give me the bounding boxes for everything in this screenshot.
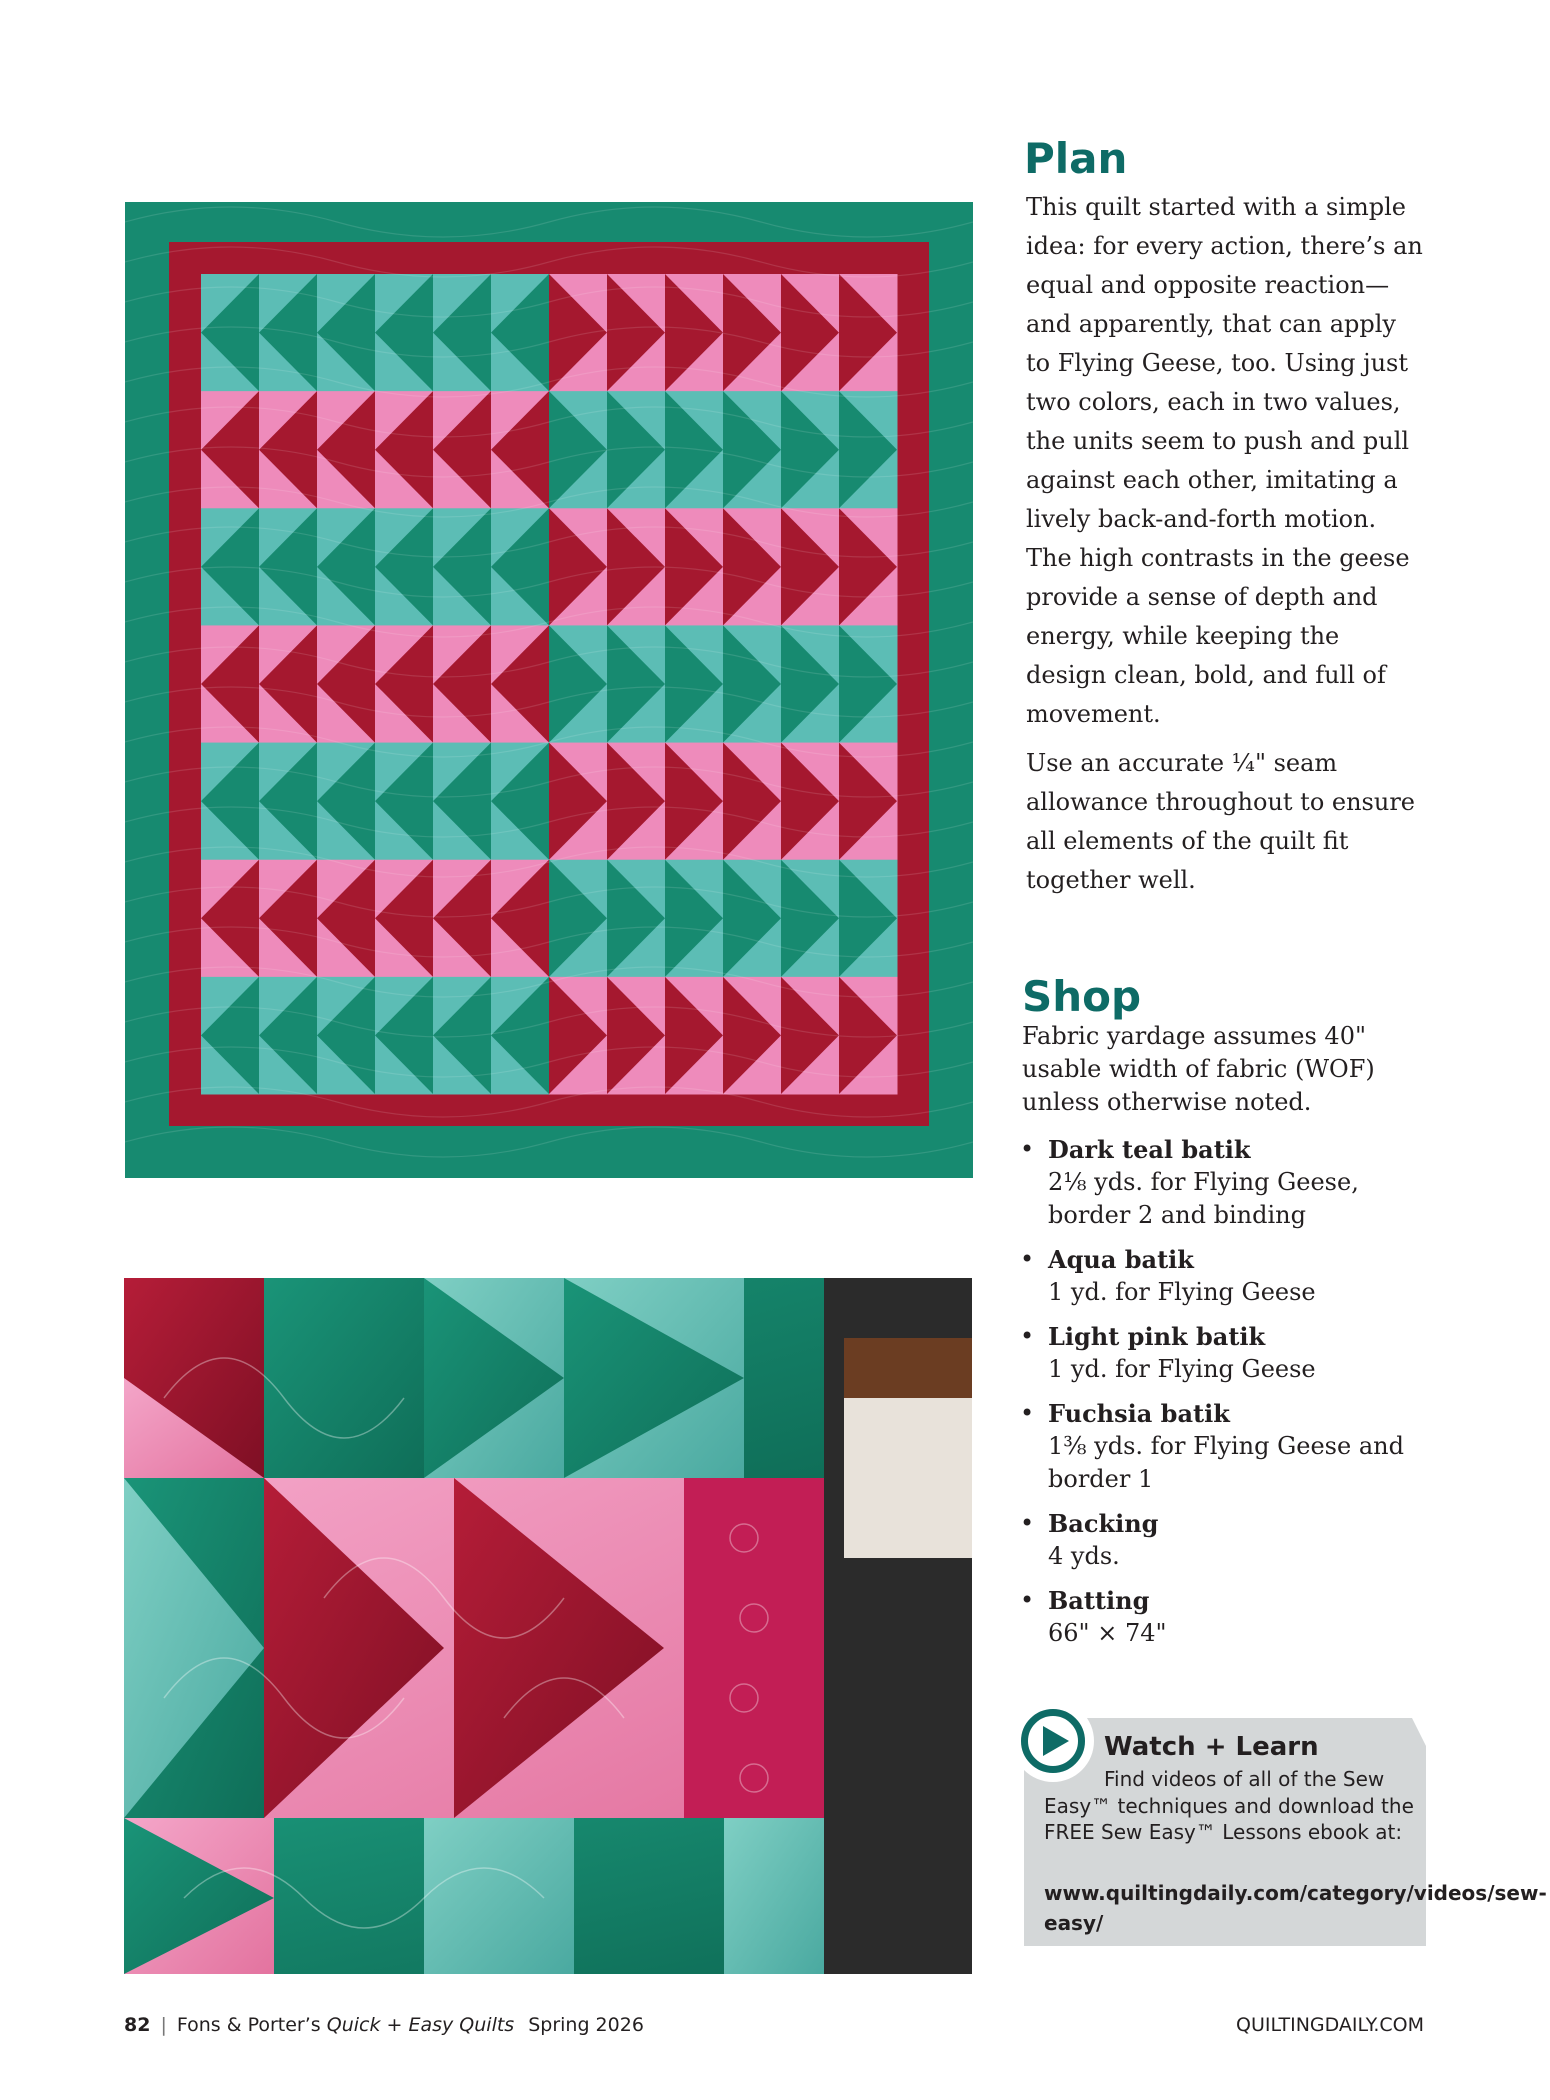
- shop-item-desc: 1 yd. for Flying Geese: [1048, 1278, 1316, 1306]
- shop-item-desc: 66" × 74": [1048, 1619, 1167, 1647]
- shop-intro: Fabric yardage assumes 40" usable width of fabric (WOF) unless otherwise noted.: [1022, 1022, 1375, 1116]
- plan-paragraph-2: Use an accurate ¼" seam allowance throughout to ensure all elements of the quilt fit together well.: [1026, 749, 1416, 894]
- footer: [124, 2014, 644, 2036]
- shop-item-name: Fuchsia batik: [1048, 1399, 1230, 1428]
- watch-learn-url[interactable]: www.quiltingdaily.com/category/videos/sew-easy/: [1044, 1881, 1547, 1935]
- play-icon: [1043, 1726, 1069, 1756]
- shop-item: [1020, 1243, 1440, 1309]
- shop-item-desc: 1 yd. for Flying Geese: [1048, 1355, 1316, 1383]
- shop-item-name: Light pink batik: [1048, 1322, 1266, 1351]
- shop-item-name: Aqua batik: [1048, 1245, 1194, 1274]
- shop-item-name: Backing: [1048, 1509, 1159, 1538]
- footer-issue: Spring 2026: [528, 2014, 644, 2036]
- bullet-icon: •: [1020, 1135, 1035, 1163]
- footer-site: QUILTINGDAILY.COM: [1236, 2014, 1424, 2036]
- footer-separator: |: [160, 2014, 167, 2036]
- shop-item: [1020, 1584, 1440, 1650]
- shop-list: [1020, 1133, 1440, 1661]
- shop-item-desc: 4 yds.: [1048, 1542, 1120, 1570]
- shop-item-desc: 1⅜ yds. for Flying Geese and border 1: [1048, 1432, 1404, 1493]
- shop-item-name: Batting: [1048, 1586, 1150, 1615]
- bullet-icon: •: [1020, 1245, 1035, 1273]
- shop-item-name: Dark teal batik: [1048, 1135, 1251, 1164]
- bullet-icon: •: [1020, 1322, 1035, 1350]
- footer-publisher: Fons & Porter’s: [176, 2014, 321, 2036]
- shop-item: [1020, 1133, 1440, 1232]
- footer-magazine-title: Quick + Easy Quilts: [326, 2014, 515, 2036]
- quilt-photo: [125, 202, 973, 1178]
- watch-learn-title: Watch + Learn: [1104, 1732, 1319, 1762]
- shop-heading: Shop: [1022, 972, 1142, 1021]
- play-ring: [1021, 1709, 1085, 1773]
- page-number: 82: [124, 2014, 151, 2036]
- bullet-icon: •: [1020, 1586, 1035, 1614]
- plan-paragraph-1: This quilt started with a simple idea: for every action, there’s an equal and opposite reaction—and apparently, that can apply to Flying Geese, too. Using just two colors, each in two values, the units seem to push and pull against each other, imitating a lively back-and-forth motion. The high contrasts in the geese provide a sense of depth and energy, while keeping the design clean, bold, and full of movement.: [1026, 193, 1423, 728]
- shop-item: [1020, 1320, 1440, 1386]
- quilt-detail-photo: [124, 1278, 972, 1974]
- shop-item-desc: 2⅛ yds. for Flying Geese, border 2 and binding: [1048, 1168, 1359, 1229]
- watch-learn-body: Find videos of all of the Sew Easy™ techniques and download the FREE Sew Easy™ Lessons ebook at:: [1044, 1767, 1414, 1844]
- plan-heading: Plan: [1024, 134, 1128, 183]
- bullet-icon: •: [1020, 1399, 1035, 1427]
- shop-item: [1020, 1397, 1440, 1496]
- bullet-icon: •: [1020, 1509, 1035, 1537]
- shop-item: [1020, 1507, 1440, 1573]
